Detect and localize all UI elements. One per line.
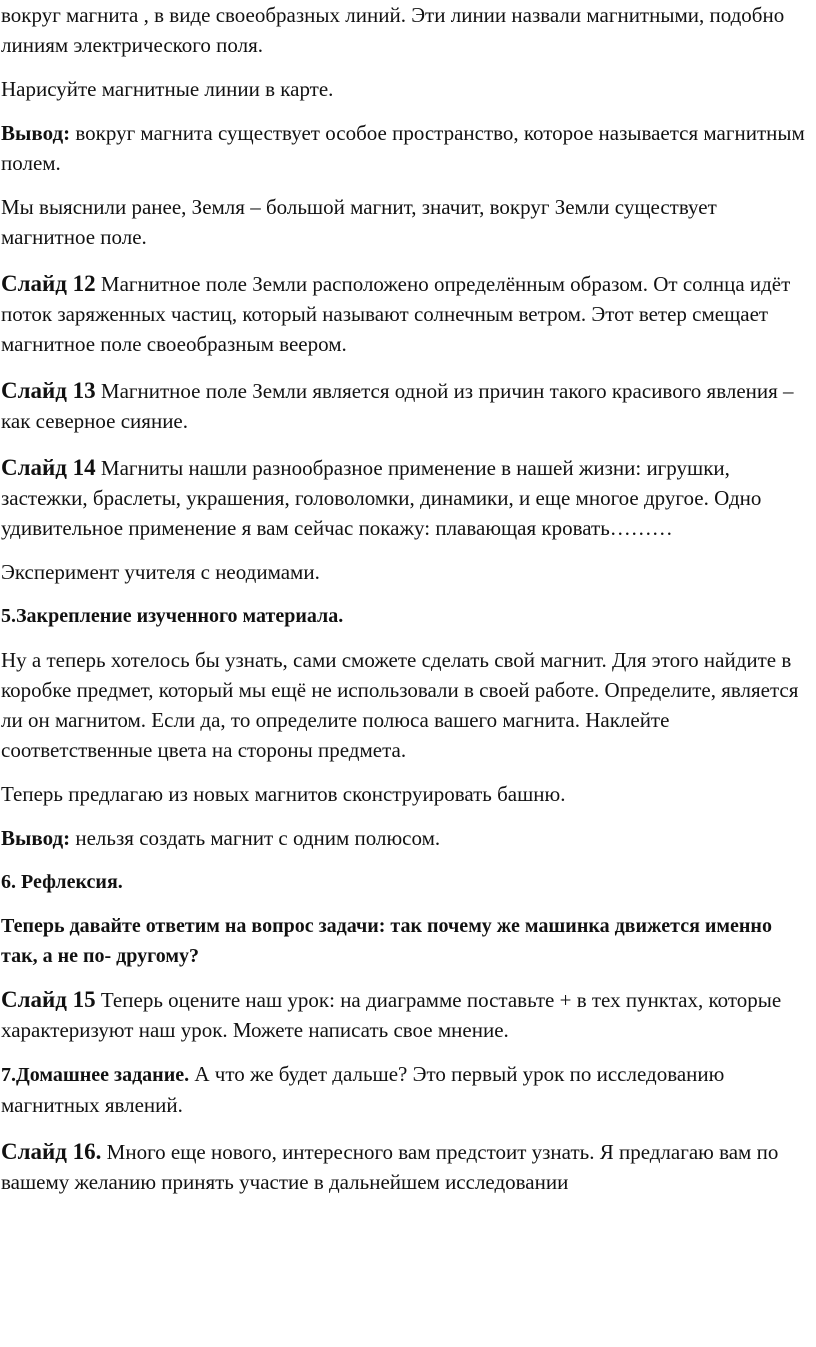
- slide-12-label: Слайд 12: [1, 271, 96, 296]
- paragraph-slide-16: [1, 1137, 808, 1197]
- slide-13-text: Магнитное поле Земли является одной из причин такого красивого явления – как северное сияние.: [1, 379, 794, 433]
- slide-12-text: Магнитное поле Земли расположено определённым образом. От солнца идёт поток заряженных частиц, который называют солнечным ветром. Этот ветер смещает магнитное поле своеобразным веером.: [1, 272, 791, 356]
- reflection-question: Теперь давайте ответим на вопрос задачи: так почему же машинка движется именно так, а не по- другому?: [1, 915, 772, 967]
- paragraph-slide-12: [1, 269, 808, 359]
- slide-14-text: Магниты нашли разнообразное применение в нашей жизни: игрушки, застежки, браслеты, украшения, головоломки, динамики, и еще многое другое. Одно удивительное применение я вам сейчас покажу: плавающая кровать………: [1, 456, 762, 540]
- homework-text: А что же будет дальше? Это первый урок по исследованию магнитных явлений.: [1, 1062, 725, 1117]
- paragraph-tower: Теперь предлагаю из новых магнитов сконструировать башню.: [1, 782, 566, 806]
- paragraph-slide-13: [1, 376, 808, 436]
- paragraph-draw-lines: Нарисуйте магнитные линии в карте.: [1, 77, 334, 101]
- conclusion-label: Вывод:: [1, 121, 71, 145]
- heading-section-6: 6. Рефлексия.: [1, 871, 123, 893]
- paragraph-homework: [1, 1059, 808, 1120]
- paragraph-slide-15: [1, 985, 808, 1045]
- paragraph-magnetic-lines: вокруг магнита , в виде своеобразных линий. Эти линии назвали магнитными, подобно линиям электрического поля.: [1, 3, 785, 57]
- slide-16-text: Много еще нового, интересного вам предстоит узнать. Я предлагаю вам по вашему желанию принять участие в дальнейшем исследовании: [1, 1140, 779, 1194]
- paragraph-experiment: Эксперимент учителя с неодимами.: [1, 560, 320, 584]
- paragraph-make-magnet: Ну а теперь хотелось бы узнать, сами сможете сделать свой магнит. Для этого найдите в коробке предмет, который мы ещё не использовали в своей работе. Определите, является ли он магнитом. Если да, то определите полюса вашего магнита. Наклейте соответственные цвета на стороны предмета.: [1, 648, 799, 762]
- homework-label: 7.Домашнее задание.: [1, 1064, 190, 1086]
- paragraph-earth-magnet: Мы выяснили ранее, Земля – большой магнит, значит, вокруг Земли существует магнитное поле.: [1, 195, 717, 249]
- slide-13-label: Слайд 13: [1, 378, 96, 403]
- slide-16-label: Слайд 16.: [1, 1139, 102, 1164]
- slide-15-label: Слайд 15: [1, 987, 96, 1012]
- paragraph-conclusion-field: [1, 118, 808, 178]
- slide-14-label: Слайд 14: [1, 455, 96, 480]
- paragraph-slide-14: [1, 453, 808, 543]
- conclusion-pole-text: нельзя создать магнит с одним полюсом.: [70, 826, 441, 850]
- slide-15-text: Теперь оцените наш урок: на диаграмме поставьте + в тех пунктах, которые характеризуют наш урок. Можете написать свое мнение.: [1, 988, 782, 1042]
- heading-section-5: 5.Закрепление изученного материала.: [1, 605, 344, 627]
- conclusion-pole-label: Вывод:: [1, 826, 71, 850]
- paragraph-conclusion-pole: [1, 823, 808, 853]
- conclusion-text: вокруг магнита существует особое пространство, которое называется магнитным полем.: [1, 121, 805, 175]
